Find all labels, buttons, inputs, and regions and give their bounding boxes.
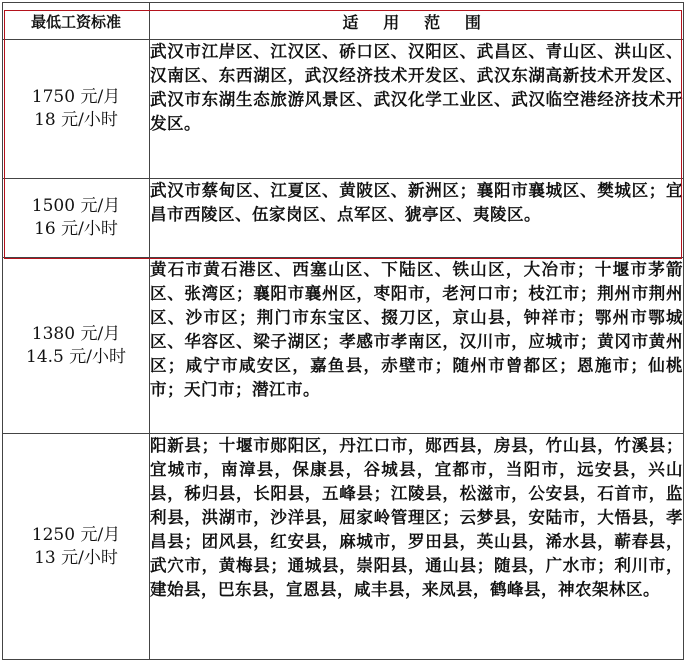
scope-cell: 武汉市蔡甸区、江夏区、黄陂区、新洲区；襄阳市襄城区、樊城区；宜昌市西陵区、伍家岗区、点军区、猇亭区、夷陵区。	[150, 179, 684, 258]
scope-cell: 黄石市黄石港区、西塞山区、下陆区、铁山区，大冶市；十堰市茅箭区、张湾区；襄阳市襄州区，枣阳市，老河口市；枝江市；荆州市荆州区、沙市区；荆门市东宝区、掇刀区，京山县，钟祥市；鄂州市鄂城区、华容区、梁子湖区；孝感市孝南区，汉川市，应城市；黄冈市黄州区；咸宁市咸安区，嘉鱼县，赤壁市；随州市曾都区；恩施市；仙桃市；天门市；潜江市。	[150, 258, 684, 434]
monthly-wage: 1750 元/月	[31, 87, 121, 107]
scope-cell: 武汉市江岸区、江汉区、硚口区、汉阳区、武昌区、青山区、洪山区、汉南区、东西湖区，武汉经济技术开发区、武汉东湖高新技术开发区、武汉市东湖生态旅游风景区、武汉化学工业区、武汉临空港经济技术开发区。	[150, 40, 684, 179]
hourly-wage: 16 元/小时	[34, 219, 118, 239]
table-row	[3, 179, 684, 258]
table-header-row	[3, 3, 684, 40]
monthly-wage: 1500 元/月	[31, 196, 121, 216]
monthly-wage: 1250 元/月	[31, 524, 121, 545]
table-row	[3, 258, 684, 434]
hourly-wage: 14.5 元/小时	[26, 346, 126, 367]
hourly-wage: 13 元/小时	[34, 547, 118, 568]
minimum-wage-table	[2, 2, 684, 660]
table-row	[3, 40, 684, 179]
header-wage: 最低工资标准	[3, 3, 150, 40]
wage-cell	[3, 40, 150, 179]
scope-cell: 阳新县；十堰市郧阳区，丹江口市，郧西县，房县，竹山县，竹溪县；宜城市，南漳县，保康县，谷城县，宜都市，当阳市，远安县，兴山县，秭归县，长阳县，五峰县；江陵县，松滋市，公安县，石首市，监利县，洪湖市，沙洋县，屈家岭管理区；云梦县，安陆市，大悟县，孝昌县；团风县，红安县，麻城市，罗田县，英山县，浠水县，蕲春县，武穴市，黄梅县；通城县，崇阳县，通山县；随县，广水市；利川市，建始县，巴东县，宣恩县，咸丰县，来凤县，鹤峰县，神农架林区。	[150, 434, 684, 660]
hourly-wage: 18 元/小时	[34, 110, 118, 130]
wage-cell	[3, 434, 150, 660]
header-scope: 适 用 范 围	[150, 3, 684, 40]
wage-cell	[3, 258, 150, 434]
table-row	[3, 434, 684, 660]
wage-cell	[3, 179, 150, 258]
monthly-wage: 1380 元/月	[31, 323, 121, 344]
